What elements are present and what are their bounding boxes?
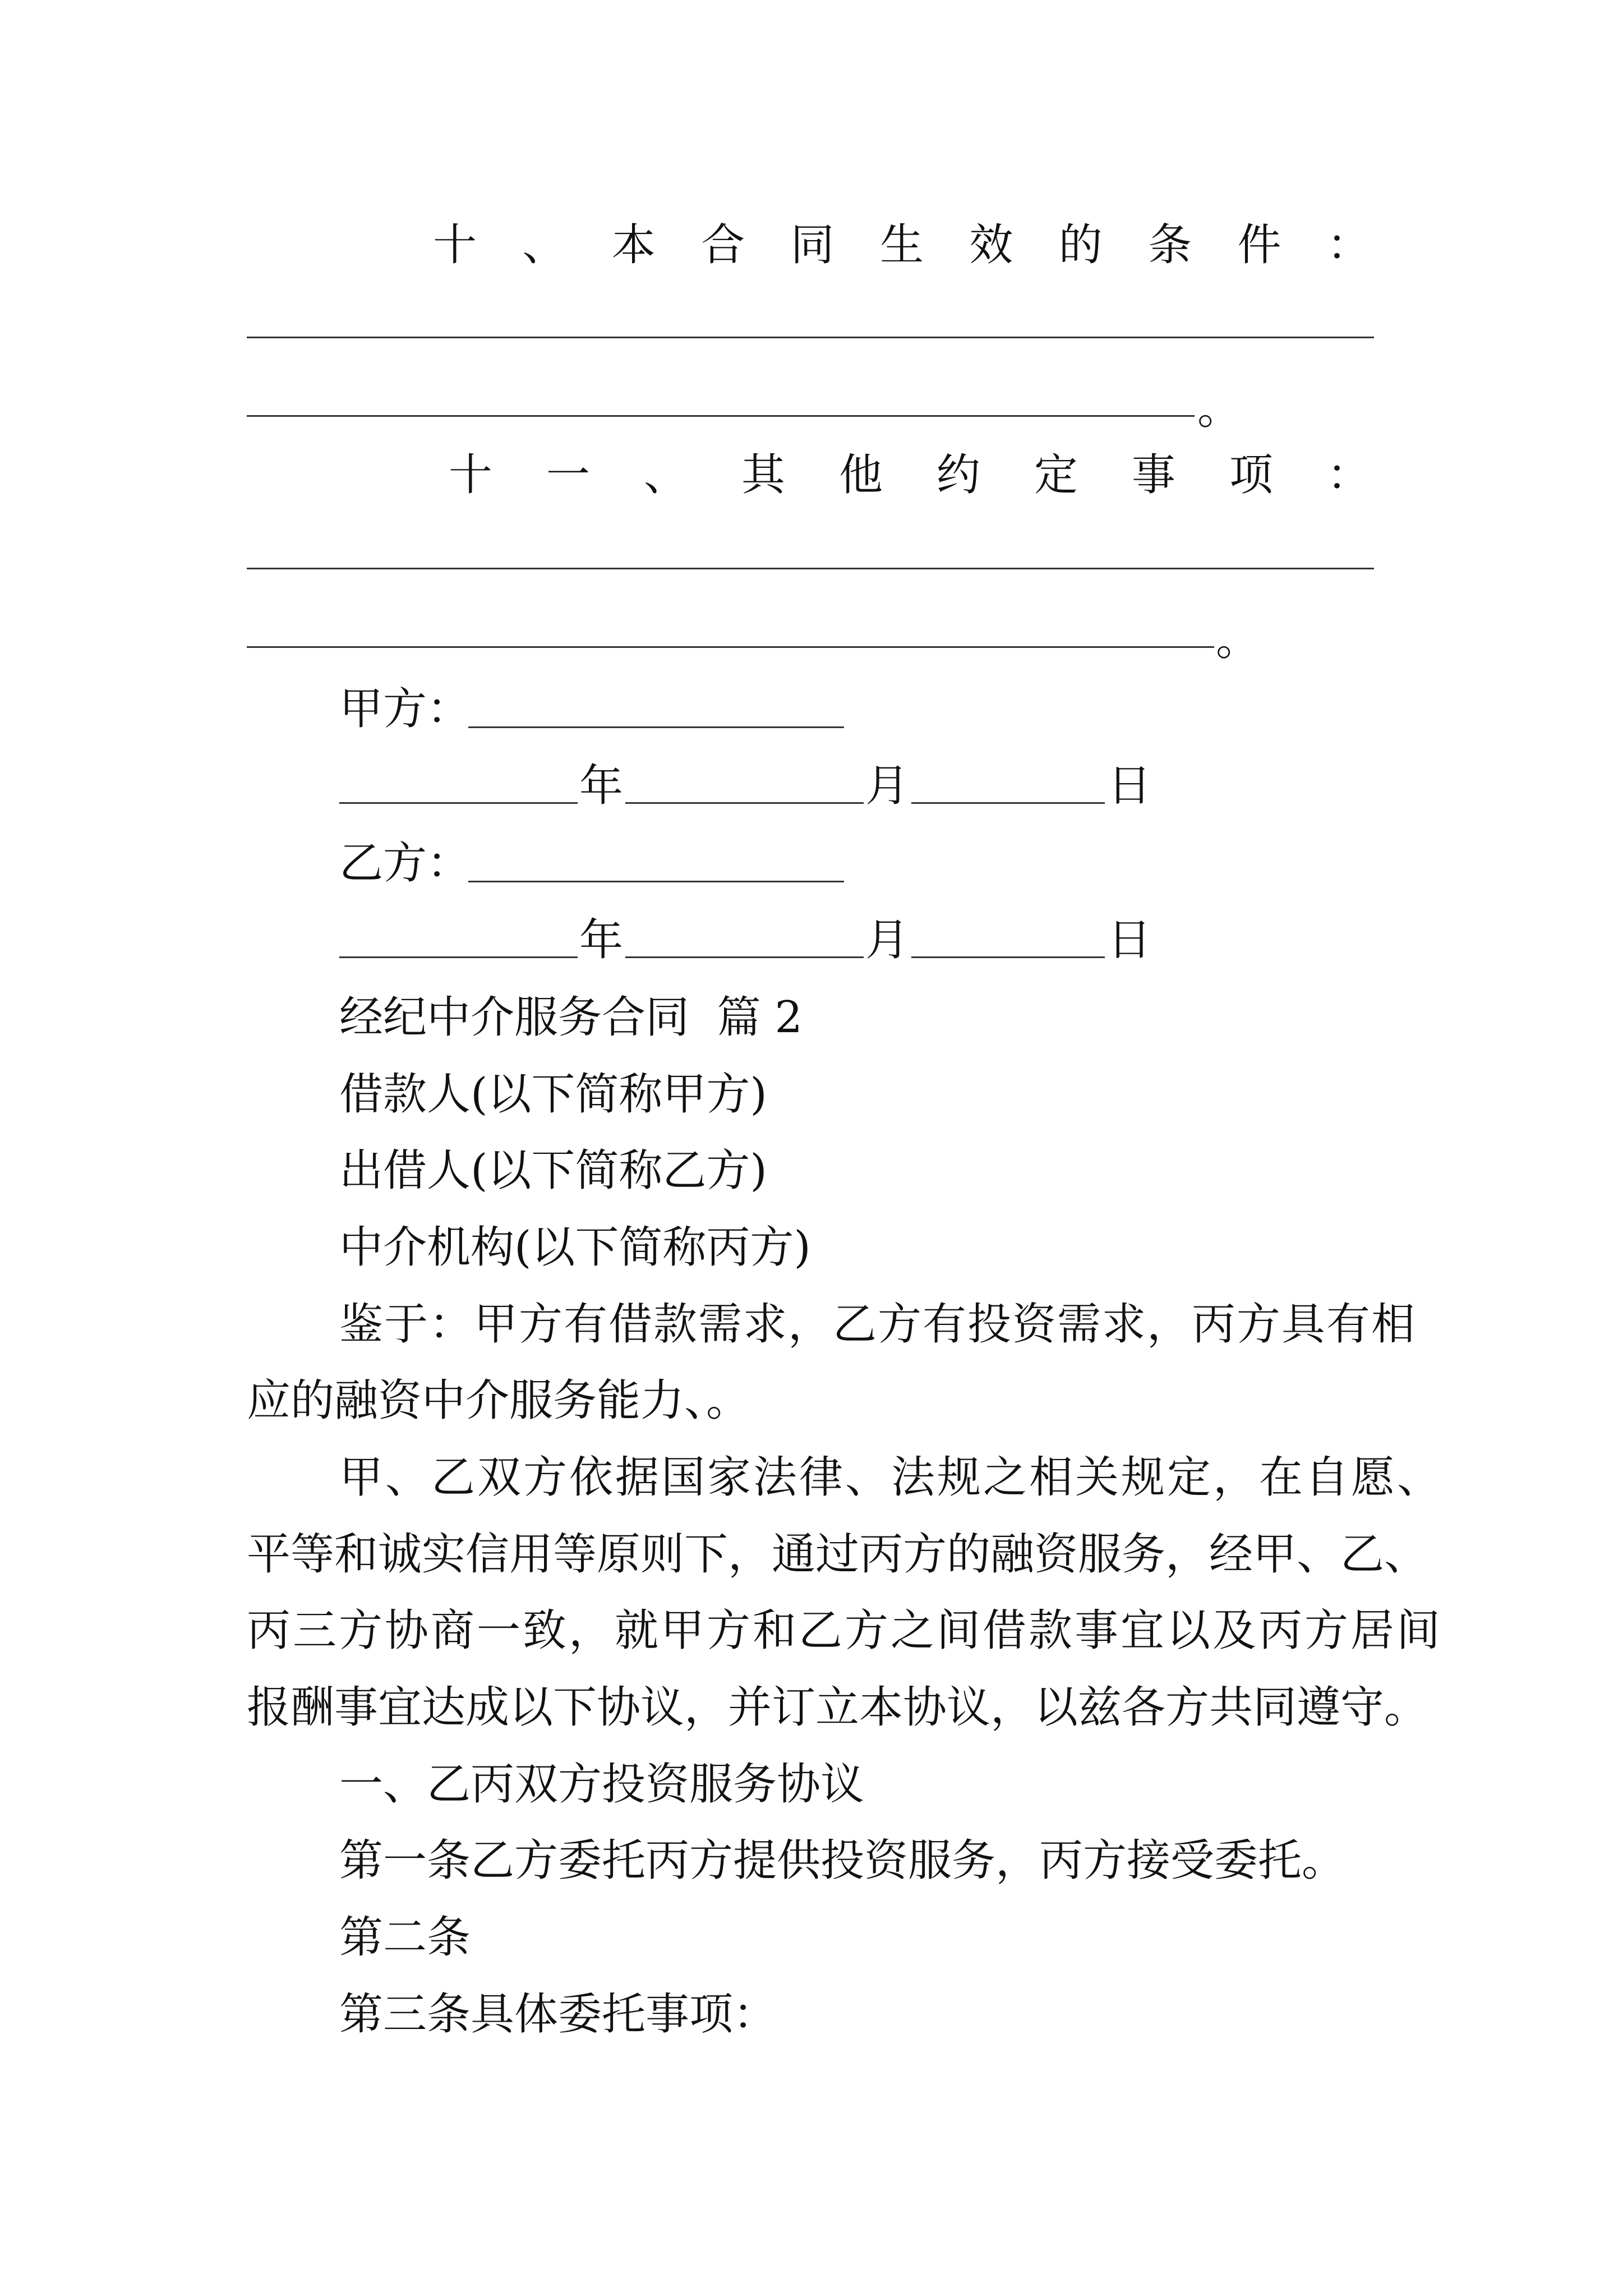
- clause-10-blank-line-2: [247, 415, 1195, 417]
- party-b-month-label: 月: [865, 915, 910, 965]
- clause-11-char: 其: [741, 450, 785, 500]
- clause-11-end-mark: 。: [1216, 615, 1260, 665]
- clause-11-char: 定: [1034, 450, 1078, 500]
- section-title: 经纪中介服务合同 篇 2: [339, 992, 803, 1043]
- party-a-day-blank: [911, 802, 1105, 804]
- article-2: 第二条: [339, 1912, 471, 1963]
- clause-10-char: 合: [701, 220, 745, 270]
- clause-10-char: 效: [969, 220, 1013, 270]
- clause-10-char: 十: [433, 220, 477, 270]
- party-b-month-blank: [625, 956, 864, 958]
- party-a-year-label: 年: [579, 761, 624, 811]
- party-a-day-label: 日: [1108, 761, 1152, 811]
- clause-10-char: 生: [879, 220, 924, 270]
- whereas-line-2: 应的融资中介服务能力、。: [247, 1375, 750, 1426]
- clause-10-char: ：: [1326, 220, 1371, 270]
- whereas-line-1: 鉴于：甲方有借款需求，乙方有投资需求，丙方具有相: [339, 1299, 1417, 1350]
- clause-10-char: 的: [1058, 220, 1103, 270]
- part-1-title: 一、乙丙双方投资服务协议: [339, 1759, 865, 1810]
- clause-10-char: 本: [611, 220, 656, 270]
- clause-11-char: 一: [546, 450, 590, 500]
- party-b-day-blank: [911, 956, 1105, 958]
- clause-10-char: 件: [1237, 220, 1281, 270]
- clause-11-char: 项: [1229, 450, 1273, 500]
- clause-11-char: 他: [838, 450, 883, 500]
- party-b-day-label: 日: [1108, 915, 1152, 965]
- party-b-year-blank: [339, 956, 578, 958]
- party-a-label: 甲方：: [339, 684, 471, 734]
- article-3: 第三条具体委托事项：: [339, 1989, 777, 2040]
- party-a-year-blank: [339, 802, 578, 804]
- clause-10-char: 条: [1148, 220, 1192, 270]
- party-a-signature-blank: [468, 726, 844, 728]
- party-b-signature-blank: [468, 881, 844, 882]
- party-b-label: 乙方：: [339, 838, 471, 889]
- party-lender: 出借人(以下简称乙方): [339, 1145, 767, 1196]
- party-borrower: 借款人(以下简称甲方): [339, 1069, 767, 1120]
- clause-11-char: 事: [1131, 450, 1175, 500]
- clause-11-char: 约: [936, 450, 980, 500]
- clause-10-blank-line-1: [247, 337, 1374, 338]
- agreement-line-4: 报酬事宜达成以下协议，并订立本协议，以兹各方共同遵守。: [247, 1682, 1428, 1733]
- party-b-year-label: 年: [579, 915, 624, 965]
- clause-10-end-mark: 。: [1197, 384, 1242, 434]
- clause-10-char: 同: [790, 220, 834, 270]
- clause-11-heading: [449, 450, 1371, 500]
- article-1: 第一条乙方委托丙方提供投资服务，丙方接受委托。: [339, 1835, 1346, 1886]
- clause-11-blank-line-2: [247, 646, 1214, 648]
- clause-11-char: 十: [449, 450, 493, 500]
- clause-11-char: ：: [1326, 450, 1371, 500]
- clause-10-char: 、: [522, 220, 566, 270]
- agreement-line-1: 甲、乙双方依据国家法律、法规之相关规定，在自愿、: [339, 1452, 1444, 1503]
- party-agency: 中介机构(以下简称丙方): [339, 1222, 811, 1273]
- party-a-month-blank: [625, 802, 864, 804]
- clause-11-char: 、: [643, 450, 688, 500]
- party-a-month-label: 月: [865, 761, 910, 811]
- clause-11-blank-line-1: [247, 568, 1374, 569]
- agreement-line-2: 平等和诚实信用等原则下，通过丙方的融资服务，经甲、乙、: [247, 1529, 1428, 1580]
- agreement-line-3: 丙三方协商一致，就甲方和乙方之间借款事宜以及丙方居间: [247, 1605, 1443, 1656]
- clause-10-heading: [433, 220, 1371, 270]
